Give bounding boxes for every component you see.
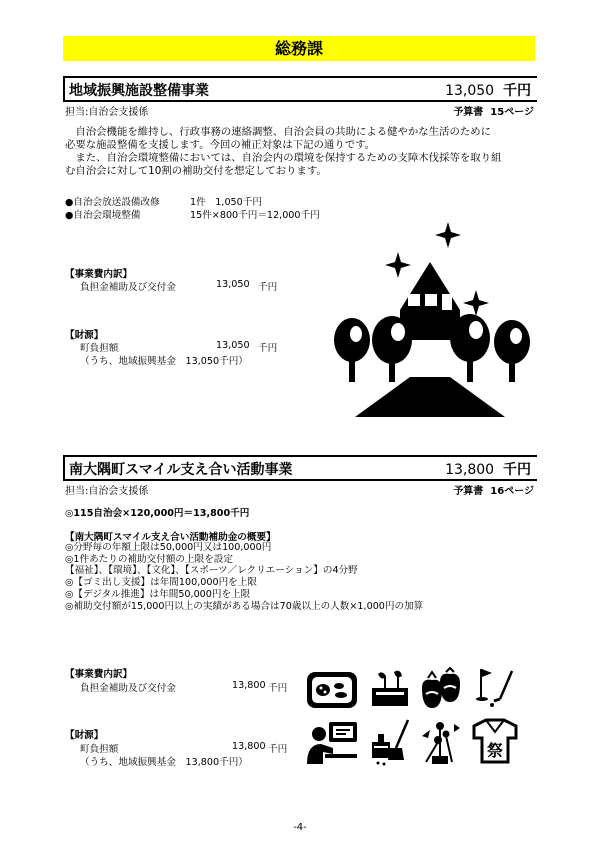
festival-happi-icon	[470, 716, 520, 766]
expense-heading: 【事業費内訳】	[65, 269, 133, 280]
project-title-bar	[63, 76, 537, 102]
amount-unit: 千円	[503, 462, 531, 478]
source-heading: 【財源】	[65, 730, 104, 741]
source-note: （うち、地域振興基金 13,800千円）	[80, 757, 248, 768]
overview-line: ◎補助交付額が15,000円以上の実績がある場合は70歳以上の人数×1,000円の加算	[65, 600, 424, 612]
bullet-name: 自治会放送設備改修	[73, 197, 160, 208]
bullet-name: 自治会環境整備	[73, 210, 141, 221]
amount-value: 13,050	[445, 83, 495, 99]
overview-heading: 【南大隅町スマイル支え合い活動補助金の概要】	[65, 532, 276, 543]
amount-unit: 千円	[503, 83, 531, 99]
dustpan-broom-icon	[368, 718, 413, 766]
expense-value: 13,800	[232, 680, 266, 691]
calculation-formula: ◎115自治会×120,000円＝13,800千円	[65, 508, 250, 519]
flower-arrangement-icon	[418, 718, 463, 766]
source-value: 13,050	[216, 340, 250, 351]
expense-row	[80, 279, 290, 293]
project-title: 南大隅町スマイル支え合い活動事業	[69, 462, 293, 478]
golf-icon	[470, 665, 520, 710]
project-title: 地域振興施設整備事業	[69, 83, 209, 99]
source-value: 13,800	[232, 741, 266, 752]
project-amount	[445, 80, 531, 100]
sparkle-icon	[463, 290, 489, 316]
planter-icon	[368, 668, 413, 713]
description-line: む自治会に対して10割の補助交付を想定しております。	[65, 165, 327, 177]
overview-list	[65, 542, 423, 612]
garbage-bags-icon	[418, 668, 463, 713]
overview-line: ◎【ゴミ出し支援】は年間100,000円を上限	[65, 577, 257, 589]
expense-value: 13,050	[216, 279, 250, 290]
department-title: 総務課	[63, 36, 535, 61]
description-line: 自治会機能を維持し、行政事務の連絡調整、自治会員の共助による健やかな生活のために	[65, 126, 492, 138]
project-amount	[445, 459, 531, 479]
computer-user-icon	[305, 718, 360, 766]
lunchbox-icon	[305, 668, 360, 713]
project-title-bar	[63, 455, 537, 481]
budget-ref	[453, 103, 534, 118]
bullet-marker: ●	[65, 197, 74, 208]
budget-ref	[453, 482, 534, 497]
road-icon	[355, 377, 505, 417]
source-unit: 千円	[268, 744, 288, 755]
overview-line: ◎分野毎の年額上限は50,000円又は100,000円	[65, 542, 272, 553]
bullet-item	[65, 194, 262, 208]
source-item: 町負担額	[80, 744, 119, 755]
budget-ref-page: 15ページ	[490, 107, 534, 118]
expense-item: 負担金補助及び交付金	[80, 683, 176, 694]
staff-label: 担当:自治会支援係	[65, 486, 149, 497]
bullet-detail: 1件 1,050千円	[190, 197, 262, 208]
bullet-marker: ●	[65, 210, 74, 221]
bullet-item	[65, 207, 320, 221]
source-heading: 【財源】	[65, 330, 104, 341]
project-description	[65, 126, 501, 178]
amount-value: 13,800	[445, 462, 495, 478]
house-trees-illustration	[330, 222, 535, 422]
staff-label: 担当:自治会支援係	[65, 107, 149, 118]
sparkle-icon	[435, 222, 461, 248]
source-unit: 千円	[258, 343, 278, 354]
overview-line: 【福祉】、【環境】、【文化】、【スポーツ／レクリエーション】の4分野	[65, 565, 358, 577]
expense-heading: 【事業費内訳】	[65, 669, 133, 680]
budget-ref-label: 予算書	[453, 107, 484, 118]
expense-row	[80, 680, 300, 694]
festival-glyph: 祭	[486, 741, 504, 760]
bullet-detail: 15件×800千円＝12,000千円	[190, 210, 320, 221]
overview-line: ◎【デジタル推進】は年間50,000円を上限	[65, 588, 251, 600]
page-number: -4-	[293, 822, 307, 833]
description-line: 必要な施設整備を支援します。今回の補正対象は下記の通りです。	[65, 139, 376, 151]
source-note: （うち、地域振興基金 13,050千円）	[80, 356, 248, 367]
source-item: 町負担額	[80, 343, 119, 354]
expense-item: 負担金補助及び交付金	[80, 282, 176, 293]
description-line: また、自治会環境整備においては、自治会内の環境を保持するための支障木伐採等を取り組	[65, 152, 502, 164]
overview-line: ◎1件あたりの補助交付額の上限を設定	[65, 553, 233, 565]
sparkle-icon	[385, 252, 411, 278]
source-row	[80, 340, 290, 354]
source-row	[80, 741, 300, 755]
budget-ref-label: 予算書	[453, 486, 484, 497]
expense-unit: 千円	[258, 282, 278, 293]
budget-ref-page: 16ページ	[490, 486, 534, 497]
expense-unit: 千円	[268, 683, 288, 694]
